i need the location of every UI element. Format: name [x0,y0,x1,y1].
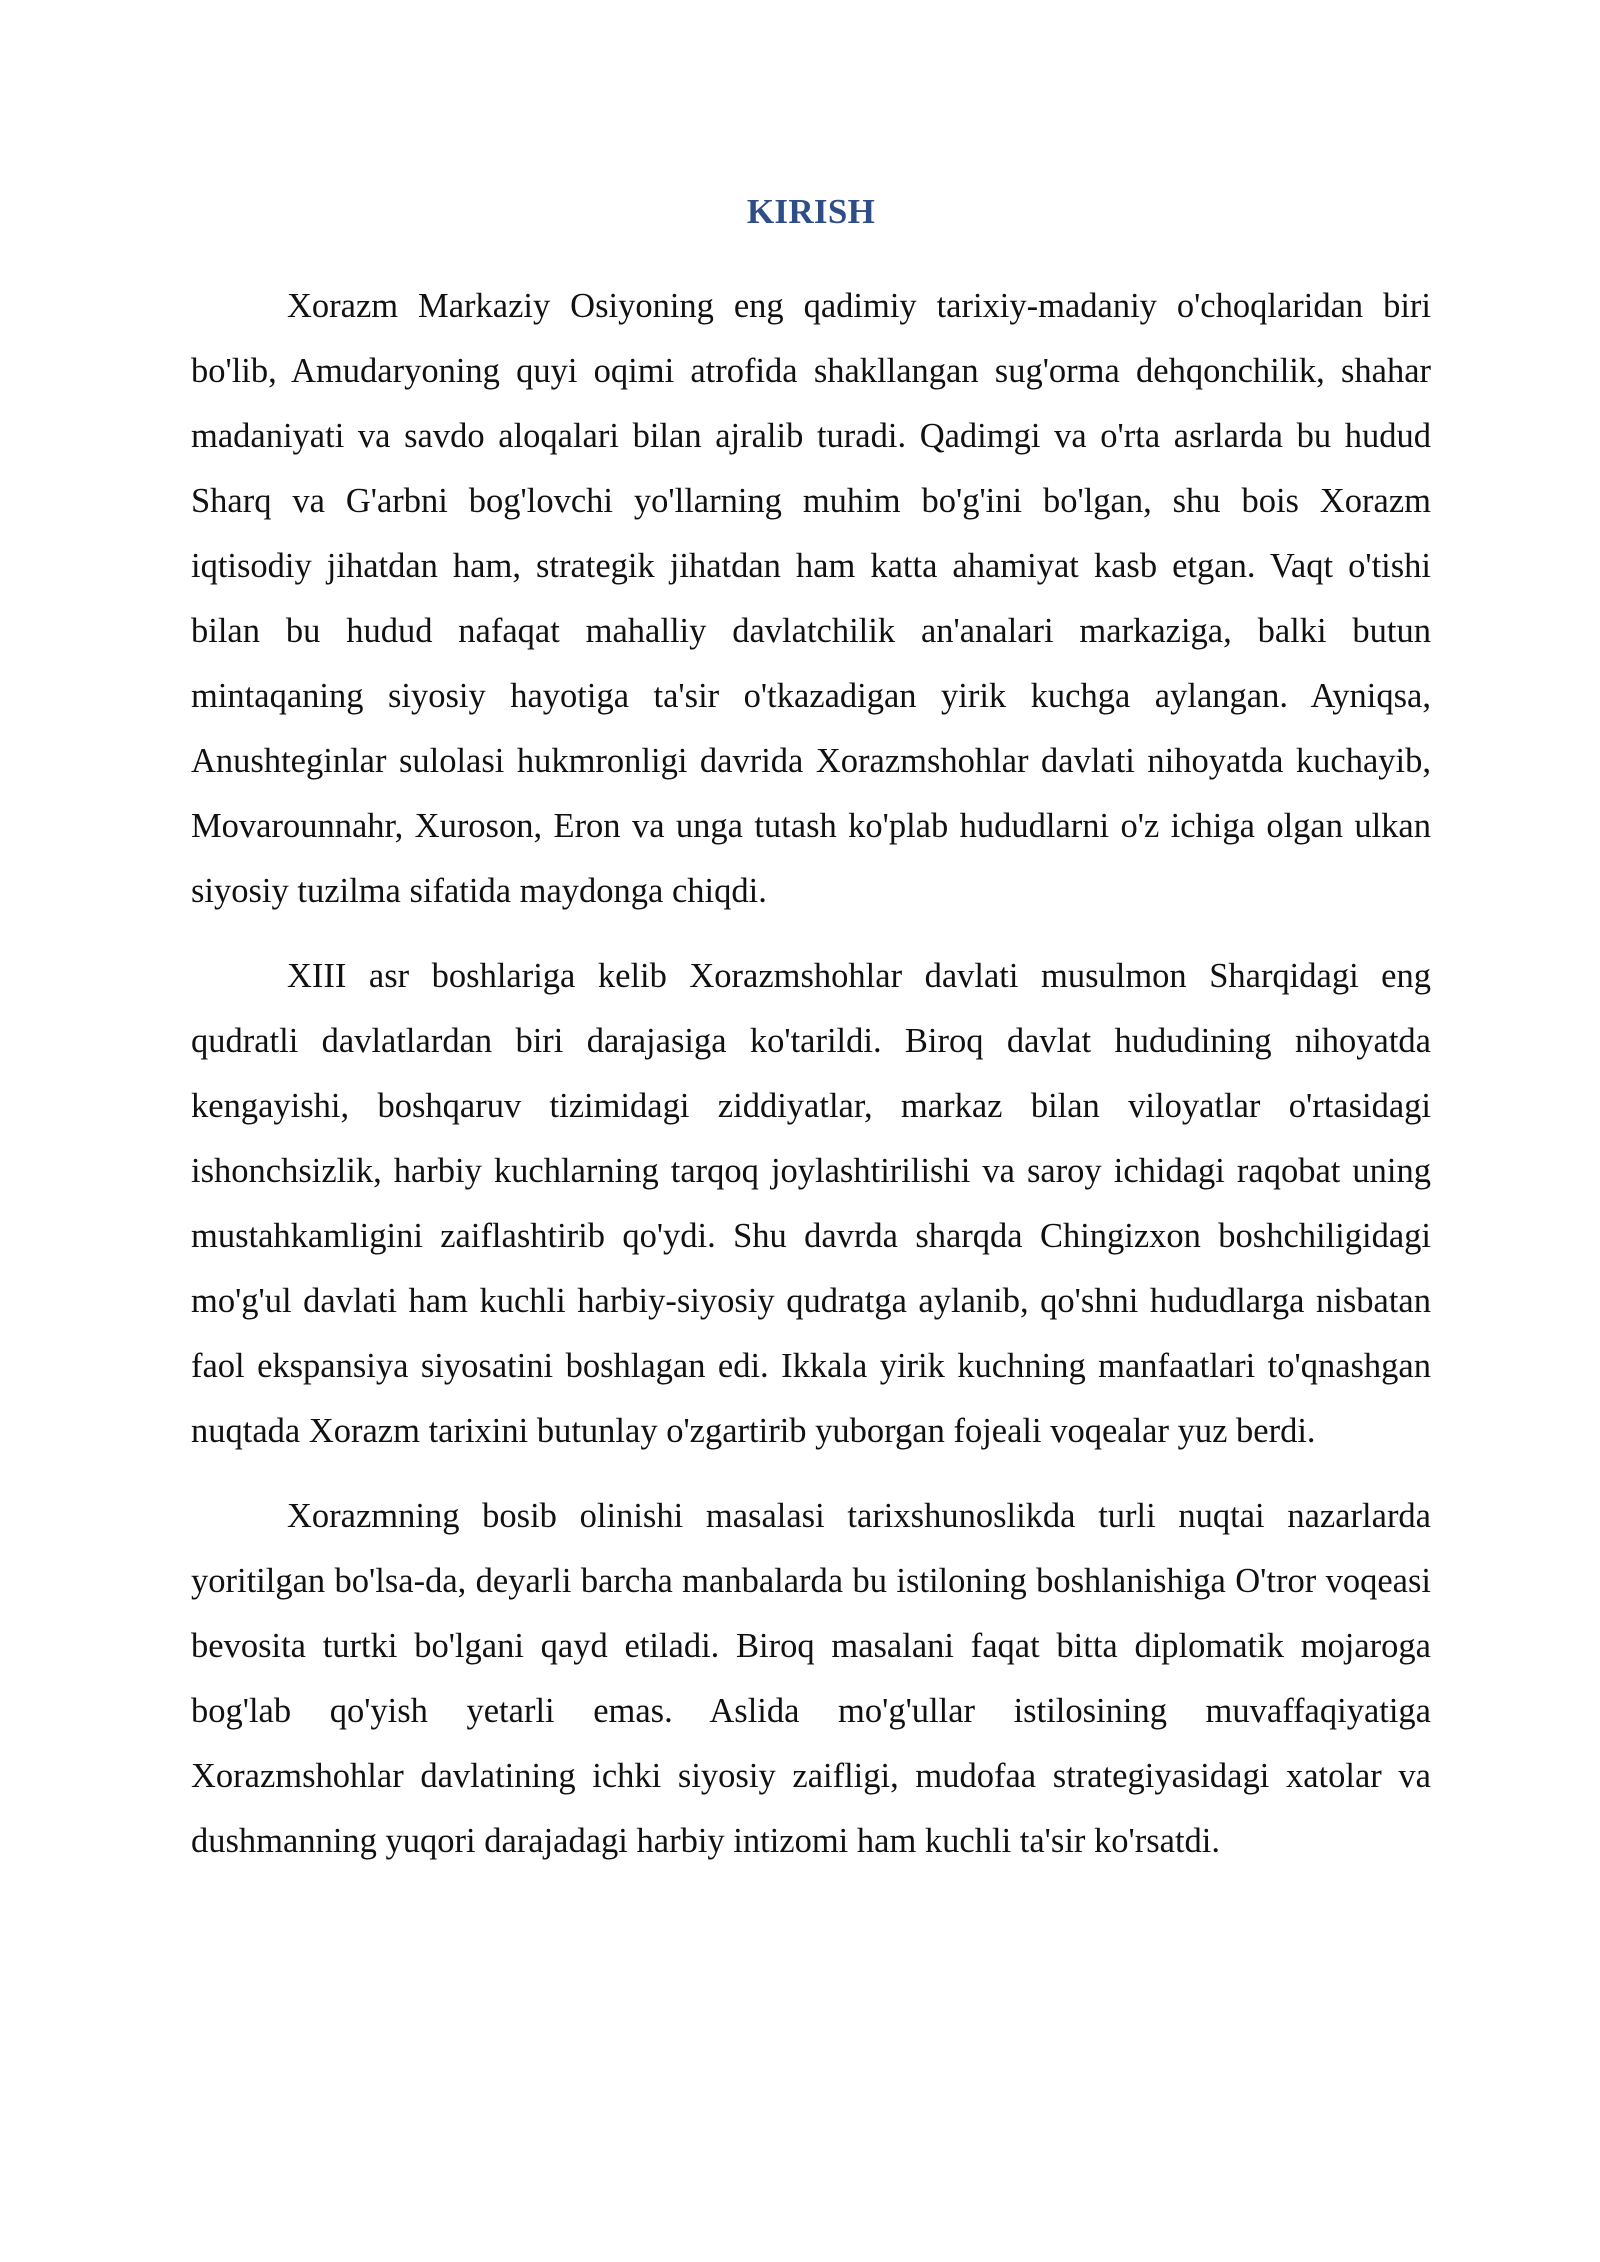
document-body [191,186,1431,1894]
paragraph-2: XIII asr boshlariga kelib Xorazmshohlar davlati musulmon Sharqidagi eng qudratli davlatlardan biri darajasiga ko'tarildi. Biroq davlat hududining nihoyatda kengayishi, boshqaruv tizimidagi ziddiyatlar, markaz bilan viloyatlar o'rtasidagi ishonchsizlik, harbiy kuchlarning tarqoq joylashtirilishi va saroy ichidagi raqobat uning mustahkamligini zaiflashtirib qo'ydi. Shu davrda sharqda Chingizxon boshchiligidagi mo'g'ul davlati ham kuchli harbiy-siyosiy qudratga aylanib, qo'shni hududlarga nisbatan faol ekspansiya siyosatini boshlagan edi. Ikkala yirik kuchning manfaatlari to'qnashgan nuqtada Xorazm tarixini butunlay o'zgartirib yuborgan fojeali voqealar yuz berdi. [191,957,1431,1450]
paragraph-1: Xorazm Markaziy Osiyoning eng qadimiy tarixiy-madaniy o'choqlaridan biri bo'lib, Amudaryoning quyi oqimi atrofida shakllangan sug'orma dehqonchilik, shahar madaniyati va savdo aloqalari bilan ajralib turadi. Qadimgi va o'rta asrlarda bu hudud Sharq va G'arbni bog'lovchi yo'llarning muhim bo'g'ini bo'lgan, shu bois Xorazm iqtisodiy jihatdan ham, strategik jihatdan ham katta ahamiyat kasb etgan. Vaqt o'tishi bilan bu hudud nafaqat mahalliy davlatchilik an'analari markaziga, balki butun mintaqaning siyosiy hayotiga ta'sir o'tkazadigan yirik kuchga aylangan. Ayniqsa, Anushteginlar sulolasi hukmronligi davrida Xorazmshohlar davlati nihoyatda kuchayib, Movarounnahr, Xuroson, Eron va unga tutash ko'plab hududlarni o'z ichiga olgan ulkan siyosiy tuzilma sifatida maydonga chiqdi. [191,287,1431,910]
page-title: KIRISH [746,192,876,231]
paragraph-3: Xorazmning bosib olinishi masalasi tarixshunoslikda turli nuqtai nazarlarda yoritilgan bo'lsa-da, deyarli barcha manbalarda bu istiloning boshlanishiga O'tror voqeasi bevosita turtki bo'lgani qayd etiladi. Biroq masalani faqat bitta diplomatik mojaroga bog'lab qo'yish yetarli emas. Aslida mo'g'ullar istilosining muvaffaqiyatiga Xorazmshohlar davlatining ichki siyosiy zaifligi, mudofaa strategiyasidagi xatolar va dushmanning yuqori darajadagi harbiy intizomi ham kuchli ta'sir ko'rsatdi. [191,1497,1431,1860]
